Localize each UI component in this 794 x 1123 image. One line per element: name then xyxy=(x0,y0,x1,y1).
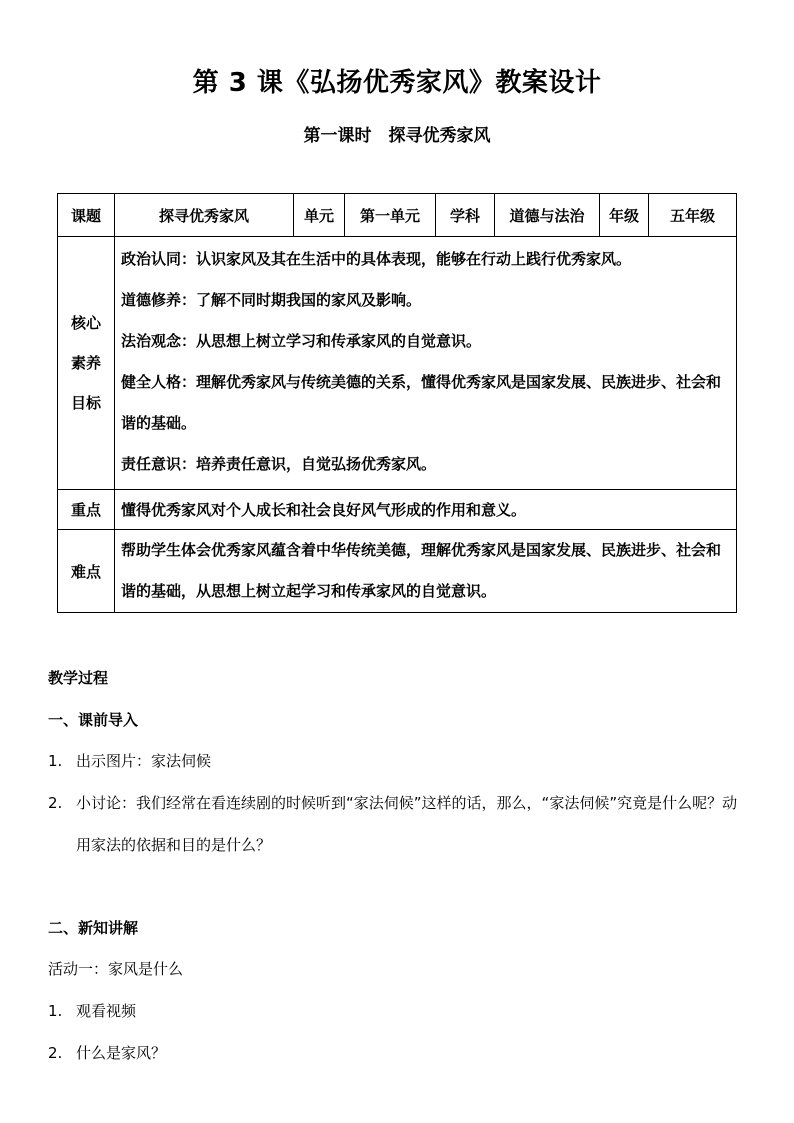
cell-unit-label: 单元 xyxy=(294,194,345,237)
process-heading: 教学过程 xyxy=(48,669,109,687)
key-point-row xyxy=(58,490,737,530)
goal-item: 责任意识：培养责任意识，自觉弘扬优秀家风。 xyxy=(121,455,437,473)
cell-grade-value: 五年级 xyxy=(649,194,737,237)
document-subtitle: 第一课时 探寻优秀家风 xyxy=(303,126,491,146)
cell-subject-value: 道德与法治 xyxy=(495,194,600,237)
section-heading-intro: 一、课前导入 xyxy=(48,711,139,729)
list-item: 1. 出示图片：家法伺候 xyxy=(48,752,212,770)
core-goals-label: 核心 素养 目标 xyxy=(58,237,115,490)
difficulty-content: 帮助学生体会优秀家风蕴含着中华传统美德，理解优秀家风是国家发展、民族进步、社会和谐的基础，从思想上树立起学习和传承家风的自觉意识。 xyxy=(115,530,737,613)
document-title: 第 3 课《弘扬优秀家风》教案设计 xyxy=(192,68,602,98)
section-heading-new-knowledge: 二、新知讲解 xyxy=(48,919,139,937)
goal-item: 政治认同：认识家风及其在生活中的具体表现，能够在行动上践行优秀家风。 xyxy=(121,250,632,268)
difficulty-label: 难点 xyxy=(58,530,115,613)
core-goals-row xyxy=(58,237,737,490)
activity-heading: 活动一：家风是什么 xyxy=(48,960,184,978)
cell-topic-label: 课题 xyxy=(58,194,115,237)
core-goals-content xyxy=(115,237,737,490)
key-point-content: 懂得优秀家风对个人成长和社会良好风气形成的作用和意义。 xyxy=(115,490,737,530)
lesson-plan-table xyxy=(57,193,737,613)
goal-item: 法治观念：从思想上树立学习和传承家风的自觉意识。 xyxy=(121,332,482,350)
list-item: 2. 小讨论：我们经常在看连续剧的时候听到“家法伺候”这样的话，那么，“家法伺候”究竟是什么呢？动用家法的依据和目的是什么？ xyxy=(48,794,738,854)
cell-subject-label: 学科 xyxy=(436,194,495,237)
cell-topic-value: 探寻优秀家风 xyxy=(115,194,294,237)
goal-item: 健全人格：理解优秀家风与传统美德的关系，懂得优秀家风是国家发展、民族进步、社会和谐的基础。 xyxy=(121,373,722,432)
key-point-label: 重点 xyxy=(58,490,115,530)
cell-unit-value: 第一单元 xyxy=(345,194,436,237)
list-item: 2. 什么是家风？ xyxy=(48,1044,167,1062)
goal-item: 道德修养：了解不同时期我国的家风及影响。 xyxy=(121,291,422,309)
cell-grade-label: 年级 xyxy=(600,194,649,237)
list-item: 1. 观看视频 xyxy=(48,1002,137,1020)
difficulty-row xyxy=(58,530,737,613)
table-header-row xyxy=(58,194,737,237)
